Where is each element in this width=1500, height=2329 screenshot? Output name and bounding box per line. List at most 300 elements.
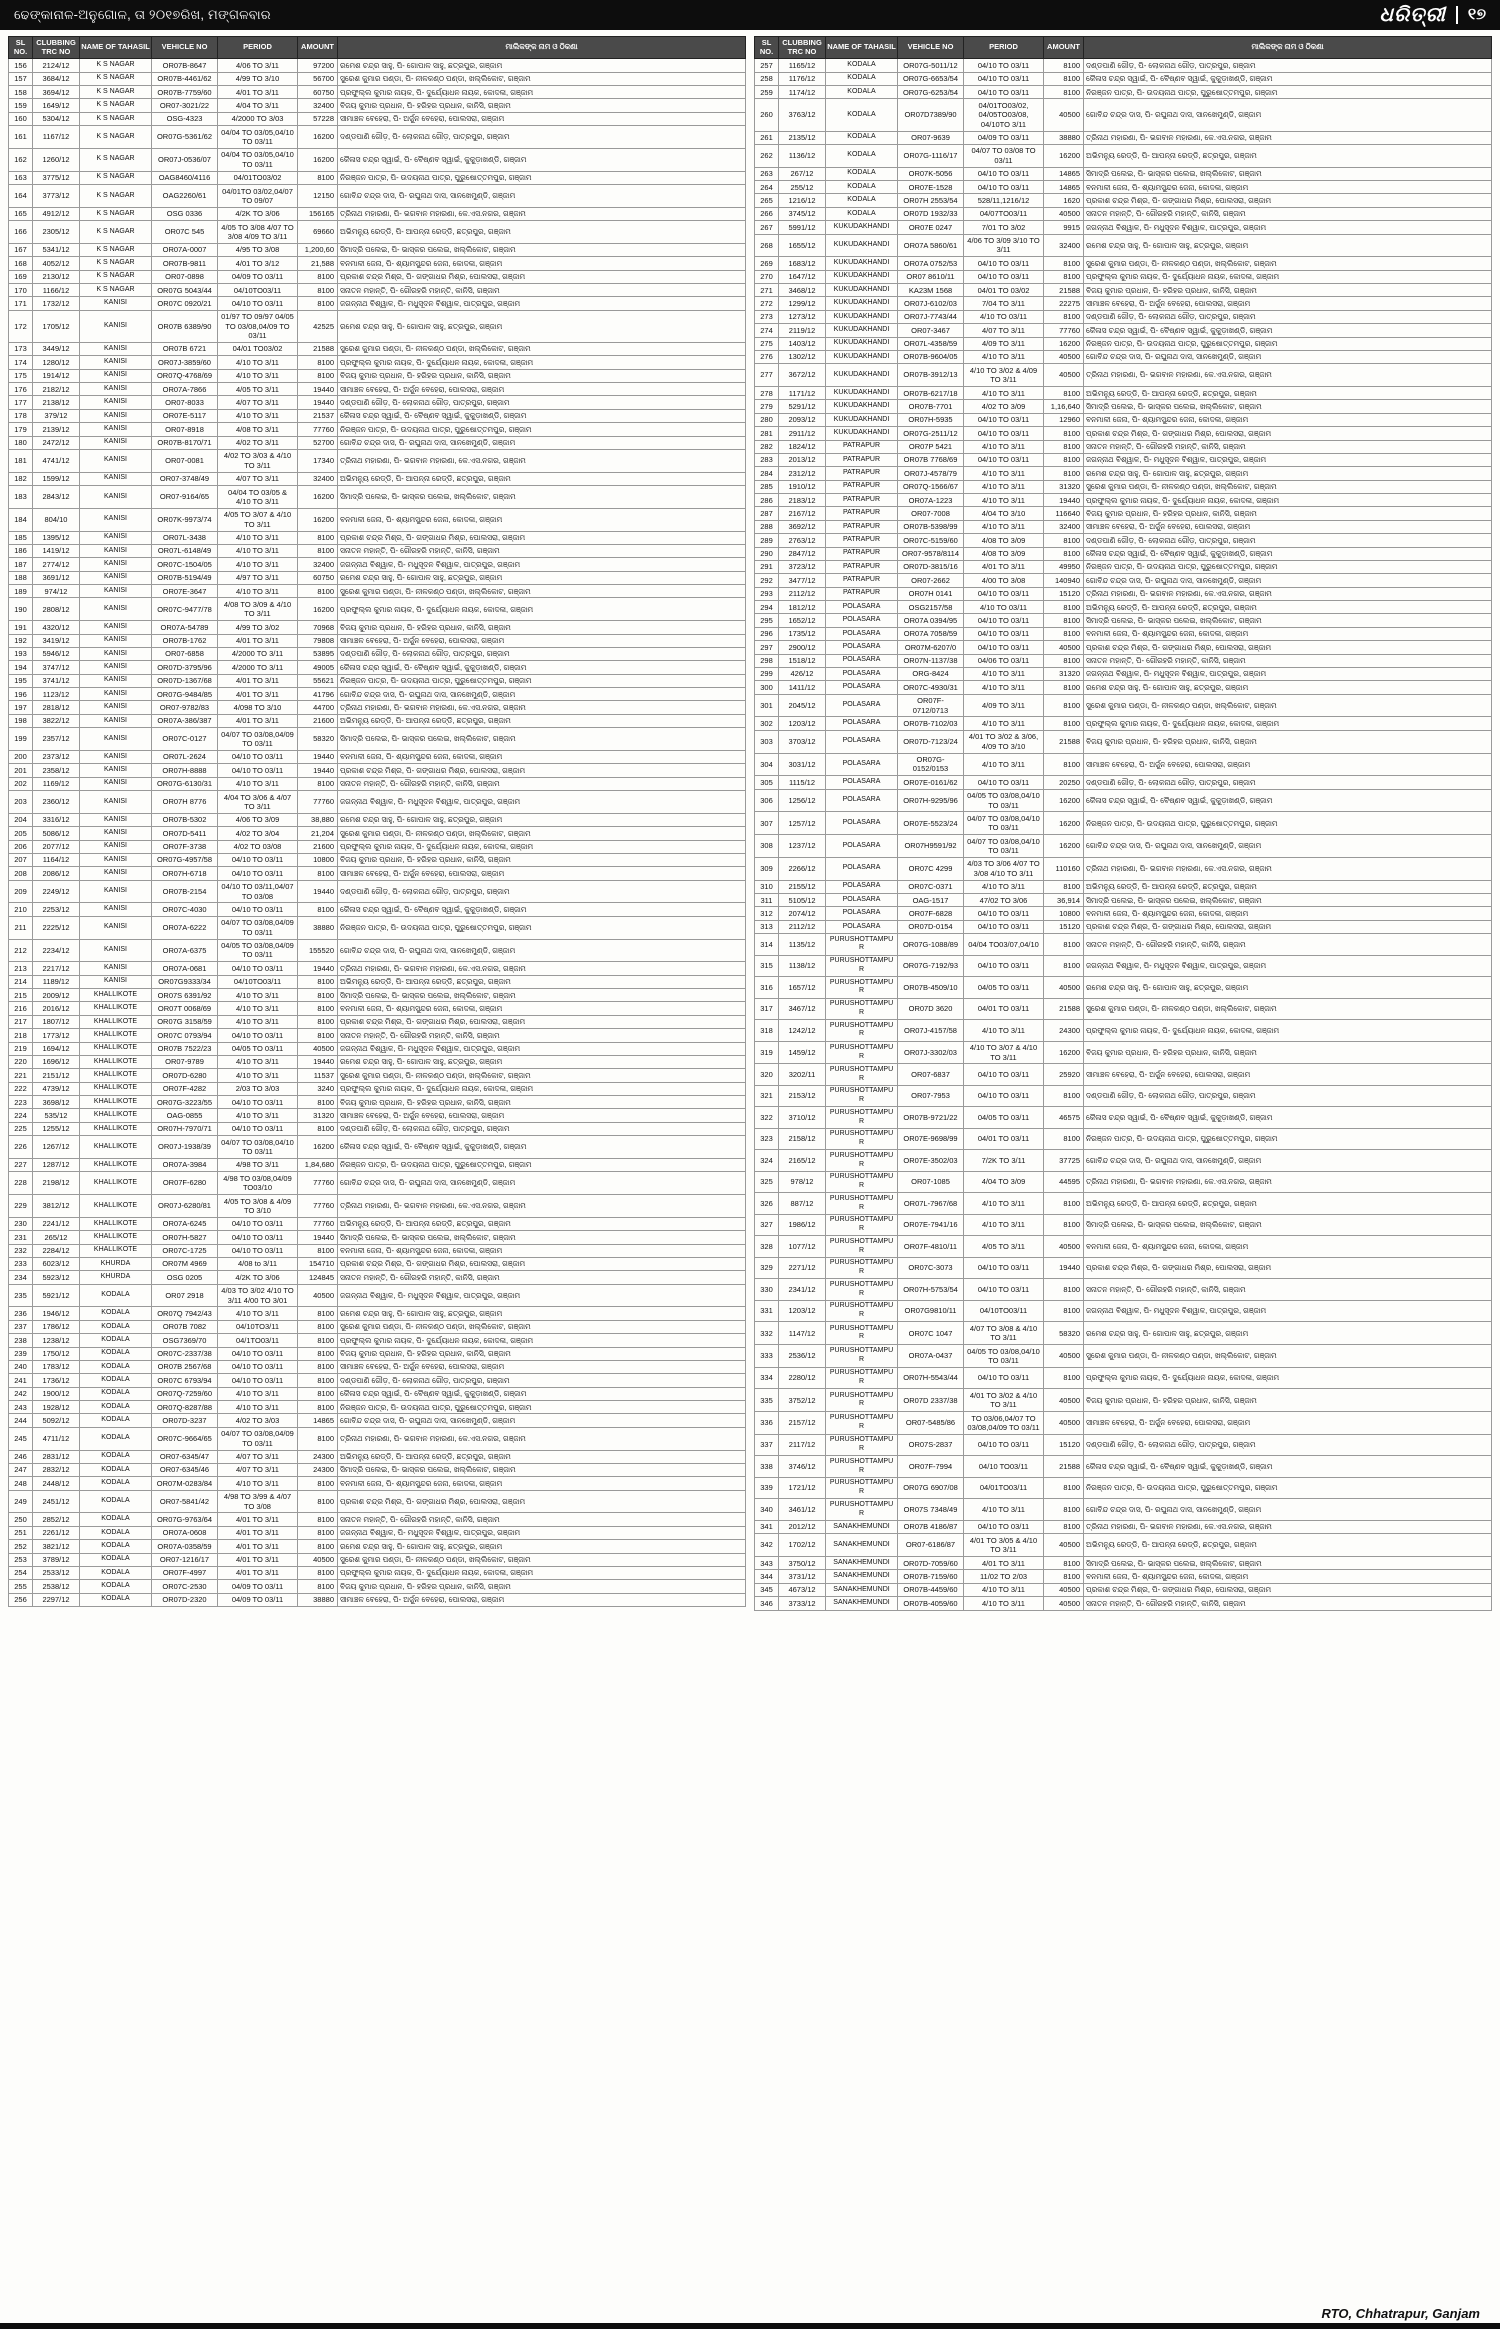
period-cell: 04/10 TO 03/11	[964, 181, 1044, 194]
table-row	[9, 1015, 746, 1028]
amount-cell: 8100	[1044, 1128, 1084, 1150]
vehicle-no-cell: OR07G 6907/08	[898, 1477, 964, 1499]
tahasil-cell: KANISI	[80, 764, 152, 777]
trc-no-cell: 3468/12	[779, 284, 826, 297]
tahasil-cell: PATRAPUR	[826, 467, 898, 480]
owner-address-cell: ରମେଶ ଚନ୍ଦ୍ର ସାହୁ, ପି- ଗୋପାଳ ସାହୁ, ଛତ୍ରପୁର, ଗଞ୍ଜାମ	[338, 1055, 746, 1068]
vehicle-no-cell: OR07B-7102/03	[898, 717, 964, 730]
sl-no-cell: 202	[9, 777, 33, 790]
vehicle-no-cell: OSG7369/70	[152, 1334, 218, 1347]
table-row	[755, 1534, 1492, 1557]
tahasil-cell: KHALLIKOTE	[80, 1055, 152, 1068]
vehicle-no-cell: OR07B-7159/60	[898, 1570, 964, 1583]
owner-address-cell: ସିମାଦ୍ରି ପଲେଇ, ପି- ଭାସ୍କର ପଲେଇ, ଖଲ୍ଲିକୋଟ, ଗଞ୍ଜାମ	[1084, 167, 1492, 180]
trc-no-cell: 1260/12	[33, 148, 80, 171]
table-row	[9, 1414, 746, 1427]
table-row	[9, 284, 746, 297]
sl-no-cell: 341	[755, 1520, 779, 1533]
owner-address-cell: ନିରଞ୍ଜନ ପାତ୍ର, ପି- ଉଦୟନାଥ ପାତ୍ର, ପୁରୁଷୋତ୍ତମପୁର, ଗଞ୍ଜାମ	[1084, 1477, 1492, 1499]
amount-cell: 8100	[298, 356, 338, 369]
sl-no-cell: 241	[9, 1374, 33, 1387]
period-cell: 4/10 TO 3/11	[964, 520, 1044, 533]
vehicle-no-cell: OR07F-4997	[152, 1566, 218, 1579]
sl-no-cell: 240	[9, 1360, 33, 1373]
vehicle-no-cell: OR07G-9484/85	[152, 688, 218, 701]
table-row	[9, 207, 746, 220]
sl-no-cell: 287	[755, 507, 779, 520]
vehicle-no-cell: OR07B-7759/60	[152, 86, 218, 99]
column-header: ମାଲିକଙ୍କ ନାମ ଓ ଠିକଣା	[1084, 37, 1492, 59]
vehicle-no-cell: OR07G-4957/58	[152, 853, 218, 866]
period-cell: 04/10 TO 03/11	[964, 167, 1044, 180]
vehicle-no-cell: OR07B-4459/60	[898, 1583, 964, 1596]
sl-no-cell: 168	[9, 257, 33, 270]
tahasil-cell: KANISI	[80, 962, 152, 975]
vehicle-no-cell: OR07C-4030	[152, 903, 218, 916]
trc-no-cell: 3763/12	[779, 99, 826, 131]
table-row	[9, 714, 746, 727]
amount-cell: 49950	[1044, 560, 1084, 573]
period-cell: 4/10 TO 3/11	[964, 1499, 1044, 1521]
owner-address-cell: କୈଳାସ ଚନ୍ଦ୍ର ସ୍ୱାଇଁ, ପି- ବୈଷ୍ଣବ ସ୍ୱାଇଁ, କୁକୁଡ଼ାଖଣ୍ଡି, ଗଞ୍ଜାମ	[338, 148, 746, 171]
tahasil-cell: KANISI	[80, 531, 152, 544]
amount-cell: 8100	[1044, 86, 1084, 99]
sl-no-cell: 224	[9, 1109, 33, 1122]
vehicle-no-cell: OR07J-6280/81	[152, 1195, 218, 1218]
tahasil-cell: SANAKHEMUNDI	[826, 1520, 898, 1533]
tahasil-cell: KODALA	[80, 1401, 152, 1414]
tahasil-cell: KHALLIKOTE	[80, 1244, 152, 1257]
period-cell: 4/10 TO 3/11	[964, 1020, 1044, 1042]
trc-no-cell: 1721/12	[779, 1477, 826, 1499]
trc-no-cell: 1176/12	[779, 72, 826, 85]
trc-no-cell: 1649/12	[33, 99, 80, 112]
owner-address-cell: ବନମାଳୀ ଜେନା, ପି- ଶ୍ୟାମସୁନ୍ଦର ଜେନା, କୋଦଳା, ଗଞ୍ଜାମ	[1084, 413, 1492, 426]
trc-no-cell: 974/12	[33, 585, 80, 598]
trc-no-cell: 3723/12	[779, 560, 826, 573]
sl-no-cell: 255	[9, 1580, 33, 1593]
vehicle-no-cell: OR07B-2154	[152, 880, 218, 903]
trc-no-cell: 4912/12	[33, 207, 80, 220]
vehicle-no-cell: OR07B-9811	[152, 257, 218, 270]
trc-no-cell: 2016/12	[33, 1002, 80, 1015]
vehicle-no-cell: OR07D-1367/68	[152, 674, 218, 687]
vehicle-no-cell: OR07Q-7259/60	[152, 1387, 218, 1400]
vehicle-no-cell: OR07S-2837	[898, 1434, 964, 1456]
table-row	[755, 880, 1492, 893]
vehicle-no-cell: OR07A-0007	[152, 243, 218, 256]
trc-no-cell: 2217/12	[33, 962, 80, 975]
amount-cell: 77760	[298, 1217, 338, 1230]
vehicle-no-cell: OR07G-5361/62	[152, 126, 218, 149]
trc-no-cell: 1812/12	[779, 601, 826, 614]
period-cell: 04/06 TO 03/11	[964, 654, 1044, 667]
sl-no-cell: 206	[9, 840, 33, 853]
owner-address-cell: ଗୋବିନ୍ଦ ଚନ୍ଦ୍ର ଦାସ, ପି- ରଘୁନାଥ ଦାସ, ସାନଖେମୁଣ୍ଡି, ଗଞ୍ଜାମ	[1084, 99, 1492, 131]
owner-address-cell: ସିମାଦ୍ରି ପଲେଇ, ପି- ଭାସ୍କର ପଲେଇ, ଖଲ୍ଲିକୋଟ, ଗଞ୍ଜାମ	[1084, 400, 1492, 413]
vehicle-no-cell: OR07-0898	[152, 270, 218, 283]
owner-address-cell: ଦଣ୍ଡପାଣି ଗୌଡ଼, ପି- ଲୋକନାଥ ଗୌଡ଼, ପାତ୍ରପୁର, ଗଞ୍ଜାମ	[1084, 59, 1492, 72]
sl-no-cell: 303	[755, 730, 779, 753]
amount-cell: 77760	[298, 1172, 338, 1195]
period-cell: 4/10 TO 3/11	[964, 350, 1044, 363]
table-row	[755, 1557, 1492, 1570]
sl-no-cell: 249	[9, 1490, 33, 1513]
sl-no-cell: 196	[9, 688, 33, 701]
amount-cell: 8100	[298, 1387, 338, 1400]
vehicle-no-cell: OR07-3021/22	[152, 99, 218, 112]
table-row	[755, 1499, 1492, 1521]
period-cell: 4/10 TO 03/11	[964, 601, 1044, 614]
sl-no-cell: 280	[755, 413, 779, 426]
table-row	[755, 920, 1492, 933]
amount-cell: 155520	[298, 939, 338, 962]
tahasil-cell: POLASARA	[826, 641, 898, 654]
period-cell: 4/10 TO 3/11	[218, 989, 298, 1002]
sl-no-cell: 288	[755, 520, 779, 533]
table-row	[9, 423, 746, 436]
tahasil-cell: KODALA	[80, 1450, 152, 1463]
trc-no-cell: 3461/12	[779, 1499, 826, 1521]
trc-no-cell: 2832/12	[33, 1463, 80, 1476]
sl-no-cell: 219	[9, 1042, 33, 1055]
vehicle-no-cell: OR07A 7058/59	[898, 627, 964, 640]
table-row	[9, 1490, 746, 1513]
tahasil-cell: POLASARA	[826, 812, 898, 835]
amount-cell: 15120	[1044, 587, 1084, 600]
period-cell: 04/01 TO 03/11	[964, 1128, 1044, 1150]
vehicle-no-cell: OR07B 6721	[152, 342, 218, 355]
period-cell: 04/10 TO 03/11	[218, 1029, 298, 1042]
trc-no-cell: 1419/12	[33, 544, 80, 557]
vehicle-no-cell: OR07-3467	[898, 324, 964, 337]
vehicle-no-cell: OR07B 7768/69	[898, 453, 964, 466]
tahasil-cell: KANISI	[80, 310, 152, 342]
tahasil-cell: KANISI	[80, 571, 152, 584]
sl-no-cell: 193	[9, 647, 33, 660]
period-cell: 7/04 TO 3/11	[964, 297, 1044, 310]
table-row	[9, 1334, 746, 1347]
vehicle-no-cell: OR07E-5117	[152, 409, 218, 422]
owner-address-cell: ଅଭିମନ୍ୟୁ ରେଡ୍ଡି, ପି- ଆପନ୍ନା ରେଡ୍ଡି, ଛତ୍ରପୁର, ଗଞ୍ଜାମ	[1084, 1193, 1492, 1215]
amount-cell: 16200	[298, 148, 338, 171]
tahasil-cell: KHALLIKOTE	[80, 1096, 152, 1109]
sl-no-cell: 158	[9, 86, 33, 99]
trc-no-cell: 1256/12	[779, 789, 826, 812]
vehicle-no-cell: OR07T 0068/69	[152, 1002, 218, 1015]
amount-cell: 16200	[1044, 789, 1084, 812]
amount-cell: 8100	[1044, 627, 1084, 640]
amount-cell: 8100	[1044, 1367, 1084, 1389]
table-row	[755, 1064, 1492, 1086]
table-row	[755, 257, 1492, 270]
table-row	[9, 1244, 746, 1257]
sl-no-cell: 295	[755, 614, 779, 627]
amount-cell: 8100	[298, 1401, 338, 1414]
period-cell: 4/06 TO 3/09 3/10 TO 3/11	[964, 234, 1044, 257]
amount-cell: 40500	[1044, 364, 1084, 387]
amount-cell: 40500	[1044, 1534, 1084, 1557]
tahasil-cell: K S NAGAR	[80, 257, 152, 270]
tahasil-cell: PURUSHOTTAMPUR	[826, 977, 898, 999]
owner-address-cell: ଅଭିମନ୍ୟୁ ରେଡ୍ଡି, ପି- ଆପନ୍ନା ରେଡ୍ଡି, ଛତ୍ରପୁର, ଗଞ୍ଜାମ	[1084, 387, 1492, 400]
owner-address-cell: ସୀମାଞ୍ଚଳ ବେହେରା, ପି- ଅର୍ଜୁନ ବେହେରା, ପୋଲସରା, ଗଞ୍ଜାମ	[338, 112, 746, 125]
tahasil-cell: KHURDA	[80, 1271, 152, 1284]
sl-no-cell: 182	[9, 472, 33, 485]
amount-cell: 8100	[298, 1029, 338, 1042]
trc-no-cell: 2130/12	[33, 270, 80, 283]
tahasil-cell: PURUSHOTTAMPUR	[826, 1300, 898, 1322]
tahasil-cell: KHURDA	[80, 1257, 152, 1270]
trc-no-cell: 1135/12	[779, 934, 826, 956]
vehicle-no-cell: OR07M-0283/84	[152, 1477, 218, 1490]
tahasil-cell: KHALLIKOTE	[80, 1122, 152, 1135]
period-cell: 7/01 TO 3/02	[964, 221, 1044, 234]
trc-no-cell: 3467/12	[779, 998, 826, 1020]
period-cell: 04/10TO03/11	[218, 975, 298, 988]
trc-no-cell: 2183/12	[779, 494, 826, 507]
vehicle-no-cell: OR07-1085	[898, 1171, 964, 1193]
period-cell: 04/10 TO 03/11	[964, 1064, 1044, 1086]
tahasil-cell: KUKUDAKHANDI	[826, 400, 898, 413]
period-cell: 04/01TO03/02	[218, 171, 298, 184]
period-cell: 04/09 TO 03/11	[218, 1593, 298, 1606]
table-row	[9, 1580, 746, 1593]
amount-cell: 8100	[1044, 534, 1084, 547]
vehicle-no-cell: OR07E-1528	[898, 181, 964, 194]
tahasil-cell: PATRAPUR	[826, 560, 898, 573]
trc-no-cell: 2151/12	[33, 1069, 80, 1082]
tahasil-cell: KODALA	[80, 1463, 152, 1476]
table-row	[9, 531, 746, 544]
sl-no-cell: 234	[9, 1271, 33, 1284]
vehicle-no-cell: OR07C-0371	[898, 880, 964, 893]
amount-cell: 32400	[1044, 234, 1084, 257]
tahasil-cell: KANISI	[80, 472, 152, 485]
tahasil-cell: PURUSHOTTAMPUR	[826, 934, 898, 956]
tahasil-cell: KODALA	[80, 1593, 152, 1606]
amount-cell: 40500	[1044, 1389, 1084, 1412]
vehicle-no-cell: OR07G-3223/55	[152, 1096, 218, 1109]
table-row	[755, 1300, 1492, 1322]
owner-address-cell: ଜଗନ୍ନାଥ ବିଶ୍ୱାଳ, ପି- ମଧୁସୂଦନ ବିଶ୍ୱାଳ, ପାତ୍ରପୁର, ଗଞ୍ଜାମ	[1084, 955, 1492, 977]
owner-address-cell: ବିଜୟ କୁମାର ପ୍ରଧାନ, ପି- ହରିହର ପ୍ରଧାନ, କାନିସି, ଗଞ୍ଜାମ	[1084, 284, 1492, 297]
amount-cell: 16200	[1044, 337, 1084, 350]
table-row	[755, 560, 1492, 573]
owner-address-cell: ସୁରେଶ କୁମାର ପଣ୍ଡା, ପି- ନୀଳକଣ୍ଠ ପଣ୍ଡା, ଖଲ୍ଲିକୋଟ, ଗଞ୍ଜାମ	[1084, 998, 1492, 1020]
period-cell: 04/01TO03/02, 04/05TO03/08, 04/10TO 3/11	[964, 99, 1044, 131]
owner-address-cell: ତ୍ରିନାଥ ମହାରଣା, ପି- ଭଗବାନ ମହାରଣା, କେ.ଏସ.ନଗର, ଗଞ୍ଜାମ	[338, 1195, 746, 1218]
amount-cell: 21588	[1044, 284, 1084, 297]
table-row	[9, 1463, 746, 1476]
sl-no-cell: 230	[9, 1217, 33, 1230]
owner-address-cell: କୈଳାସ ଚନ୍ଦ୍ର ସ୍ୱାଇଁ, ପି- ବୈଷ୍ଣବ ସ୍ୱାଇଁ, କୁକୁଡ଼ାଖଣ୍ଡି, ଗଞ୍ଜାମ	[1084, 547, 1492, 560]
trc-no-cell: 1167/12	[33, 126, 80, 149]
amount-cell: 38880	[298, 1593, 338, 1606]
table-row	[9, 72, 746, 85]
tahasil-cell: KODALA	[80, 1490, 152, 1513]
sl-no-cell: 207	[9, 853, 33, 866]
tahasil-cell: PURUSHOTTAMPUR	[826, 1128, 898, 1150]
owner-address-cell: ନିରଞ୍ଜନ ପାତ୍ର, ପି- ଉଦୟନାଥ ପାତ୍ର, ପୁରୁଷୋତ୍ତମପୁର, ଗଞ୍ଜାମ	[1084, 812, 1492, 835]
owner-address-cell: ଗୋବିନ୍ଦ ଚନ୍ଦ୍ର ଦାସ, ପି- ରଘୁନାଥ ଦାସ, ସାନଖେମୁଣ୍ଡି, ଗଞ୍ଜାମ	[1084, 1499, 1492, 1521]
owner-address-cell: ପ୍ରକାଶ ଚନ୍ଦ୍ର ମିଶ୍ର, ପି- ଗଙ୍ଗାଧର ମିଶ୍ର, ପୋଲସରା, ଗଞ୍ଜାମ	[338, 270, 746, 283]
trc-no-cell: 1732/12	[33, 297, 80, 310]
sl-no-cell: 284	[755, 467, 779, 480]
table-row	[9, 840, 746, 853]
sl-no-cell: 316	[755, 977, 779, 999]
owner-address-cell: ପ୍ରକାଶ ଚନ୍ଦ୍ର ମିଶ୍ର, ପି- ଗଙ୍ଗାଧର ମିଶ୍ର, ପୋଲସରା, ଗଞ୍ଜାମ	[338, 531, 746, 544]
period-cell: 4/01 TO 3/11	[218, 714, 298, 727]
vehicle-no-cell: OR07K-5056	[898, 167, 964, 180]
tahasil-cell: KANISI	[80, 903, 152, 916]
owner-address-cell: ଦଣ୍ଡପାଣି ଗୌଡ଼, ପି- ଲୋକନାଥ ଗୌଡ଼, ପାତ୍ରପୁର, ଗଞ୍ଜାମ	[338, 1374, 746, 1387]
owner-address-cell: ତ୍ରିନାଥ ମହାରଣା, ପି- ଭଗବାନ ମହାରଣା, କେ.ଏସ.ନଗର, ଗଞ୍ଜାମ	[1084, 857, 1492, 880]
vehicle-no-cell: OR07B 7522/23	[152, 1042, 218, 1055]
sl-no-cell: 175	[9, 369, 33, 382]
sl-no-cell: 335	[755, 1389, 779, 1412]
trc-no-cell: 1395/12	[33, 531, 80, 544]
vehicle-no-cell: OR07B 7082	[152, 1320, 218, 1333]
tahasil-cell: PATRAPUR	[826, 440, 898, 453]
period-cell: 04/10 TO 03/11	[218, 962, 298, 975]
vehicle-no-cell: OR07D-6280	[152, 1069, 218, 1082]
trc-no-cell: 2312/12	[779, 467, 826, 480]
vehicle-no-cell: OR07J-1938/39	[152, 1136, 218, 1159]
owner-address-cell: ବିଜୟ କୁମାର ପ୍ରଧାନ, ପି- ହରିହର ପ୍ରଧାନ, କାନିସି, ଗଞ୍ଜାମ	[338, 369, 746, 382]
amount-cell: 8100	[1044, 614, 1084, 627]
sl-no-cell: 262	[755, 144, 779, 167]
sl-no-cell: 323	[755, 1128, 779, 1150]
period-cell: 04/10 TO03/11	[964, 1456, 1044, 1478]
owner-address-cell: ସୀମାଞ୍ଚଳ ବେହେରା, ପି- ଅର୍ଜୁନ ବେହେରା, ପୋଲସରା, ଗଞ୍ଜାମ	[338, 867, 746, 880]
tahasil-cell: PURUSHOTTAMPUR	[826, 1367, 898, 1389]
owner-address-cell: ରମେଶ ଚନ୍ଦ୍ର ସାହୁ, ପି- ଗୋପାଳ ସାହୁ, ଛତ୍ରପୁର, ଗଞ୍ଜାମ	[338, 1307, 746, 1320]
table-row	[755, 681, 1492, 694]
sl-no-cell: 208	[9, 867, 33, 880]
period-cell: 04/10 TO 03/11	[964, 270, 1044, 283]
period-cell: 4/2K TO 3/06	[218, 207, 298, 220]
period-cell: 4/05 TO 3/11	[964, 1236, 1044, 1258]
table-row	[9, 1082, 746, 1095]
sl-no-cell: 213	[9, 962, 33, 975]
sl-no-cell: 226	[9, 1136, 33, 1159]
vehicle-no-cell: OR07B-4509/10	[898, 977, 964, 999]
amount-cell: 21588	[1044, 998, 1084, 1020]
vehicle-no-cell: OR07E-9698/99	[898, 1128, 964, 1150]
trc-no-cell: 1694/12	[33, 1042, 80, 1055]
period-cell: 4/03 TO 3/02 4/10 TO 3/11 4/00 TO 3/01	[218, 1284, 298, 1307]
owner-address-cell: ତ୍ରିନାଥ ମହାରଣା, ପି- ଭଗବାନ ମହାରଣା, କେ.ଏସ.ନଗର, ଗଞ୍ଜାମ	[338, 962, 746, 975]
owner-address-cell: ରମେଶ ଚନ୍ଦ୍ର ସାହୁ, ପି- ଗୋପାଳ ସାହୁ, ଛତ୍ରପୁର, ଗଞ୍ଜାମ	[1084, 977, 1492, 999]
trc-no-cell: 2448/12	[33, 1477, 80, 1490]
sl-no-cell: 173	[9, 342, 33, 355]
vehicle-no-cell: OR07D7389/90	[898, 99, 964, 131]
sl-no-cell: 183	[9, 486, 33, 509]
tahasil-cell: KANISI	[80, 777, 152, 790]
trc-no-cell: 2074/12	[779, 907, 826, 920]
table-row	[9, 813, 746, 826]
owner-address-cell: ରମେଶ ଚନ୍ଦ୍ର ସାହୁ, ପି- ଗୋପାଳ ସାହୁ, ଛତ୍ରପୁର, ଗଞ୍ଜାମ	[338, 310, 746, 342]
table-row	[9, 1566, 746, 1579]
period-cell: 4/04 TO 3/11	[218, 99, 298, 112]
owner-address-cell: ଅଭିମନ୍ୟୁ ରେଡ୍ଡି, ପି- ଆପନ୍ନା ରେଡ୍ଡି, ଛତ୍ରପୁର, ଗଞ୍ଜାମ	[1084, 601, 1492, 614]
sl-no-cell: 263	[755, 167, 779, 180]
period-cell: 4/07 TO 3/11	[218, 1463, 298, 1476]
owner-address-cell: ଦଣ୍ଡପାଣି ଗୌଡ଼, ପି- ଲୋକନାଥ ଗୌଡ଼, ପାତ୍ରପୁର, ଗଞ୍ଜାମ	[1084, 1085, 1492, 1107]
owner-address-cell: ଅଭିମନ୍ୟୁ ରେଡ୍ଡି, ପି- ଆପନ୍ନା ରେଡ୍ଡି, ଛତ୍ରପୁର, ଗଞ୍ଜାମ	[338, 714, 746, 727]
table-row	[755, 1477, 1492, 1499]
table-row	[9, 558, 746, 571]
owner-address-cell: ଅଭିମନ୍ୟୁ ରେଡ୍ଡି, ପି- ଆପନ୍ନା ରେଡ୍ଡି, ଛତ୍ରପୁର, ଗଞ୍ଜାମ	[338, 1450, 746, 1463]
vehicle-no-cell: OR07J-3302/03	[898, 1041, 964, 1064]
trc-no-cell: 2808/12	[33, 598, 80, 621]
sl-no-cell: 200	[9, 750, 33, 763]
vehicle-no-cell: OR07Q 7942/43	[152, 1307, 218, 1320]
column-header: PERIOD	[964, 37, 1044, 59]
sl-no-cell: 337	[755, 1434, 779, 1456]
amount-cell: 110160	[1044, 857, 1084, 880]
amount-cell: 16200	[1044, 144, 1084, 167]
tahasil-cell: KANISI	[80, 750, 152, 763]
tahasil-cell: KHALLIKOTE	[80, 1029, 152, 1042]
owner-address-cell: ସନାତନ ମହାନ୍ତି, ପି- ଗୌରହରି ମହାନ୍ତି, କାନିସି, ଗଞ୍ଜାମ	[338, 1513, 746, 1526]
vehicle-no-cell: OR07B-8647	[152, 59, 218, 72]
amount-cell: 8100	[1044, 72, 1084, 85]
owner-address-cell: ଅଭିମନ୍ୟୁ ରେଡ୍ଡି, ପି- ଆପନ୍ନା ରେଡ୍ଡି, ଛତ୍ରପୁର, ଗଞ୍ଜାମ	[1084, 144, 1492, 167]
vehicle-no-cell: OR07-6345/46	[152, 1463, 218, 1476]
sl-no-cell: 172	[9, 310, 33, 342]
amount-cell: 38,880	[298, 813, 338, 826]
table-row	[9, 634, 746, 647]
vehicle-no-cell: OR07M-6207/0	[898, 641, 964, 654]
sl-no-cell: 342	[755, 1534, 779, 1557]
owner-address-cell: ଅଭିମନ୍ୟୁ ରେଡ୍ଡି, ପି- ଆପନ୍ନା ରେଡ୍ଡି, ଛତ୍ରପୁର, ଗଞ୍ଜାମ	[1084, 880, 1492, 893]
sl-no-cell: 157	[9, 72, 33, 85]
tahasil-cell: K S NAGAR	[80, 207, 152, 220]
trc-no-cell: 2234/12	[33, 939, 80, 962]
sl-no-cell: 215	[9, 989, 33, 1002]
table-row	[755, 1020, 1492, 1042]
table-row	[755, 270, 1492, 283]
tahasil-cell: KUKUDAKHANDI	[826, 337, 898, 350]
tahasil-cell: KHALLIKOTE	[80, 1136, 152, 1159]
amount-cell: 16200	[1044, 835, 1084, 858]
trc-no-cell: 5105/12	[779, 894, 826, 907]
tahasil-cell: PURUSHOTTAMPUR	[826, 1257, 898, 1279]
period-cell: 04/10 TO 03/11	[964, 257, 1044, 270]
sl-no-cell: 282	[755, 440, 779, 453]
vehicle-no-cell: OR07G-9763/64	[152, 1513, 218, 1526]
table-row	[9, 880, 746, 903]
amount-cell: 77760	[298, 791, 338, 814]
sl-no-cell: 156	[9, 59, 33, 72]
period-cell: 04/10 TO 03/11	[964, 641, 1044, 654]
tahasil-cell: KODALA	[826, 99, 898, 131]
vehicle-no-cell: OR07F-7994	[898, 1456, 964, 1478]
table-row	[9, 86, 746, 99]
table-row	[9, 1002, 746, 1015]
tahasil-cell: PURUSHOTTAMPUR	[826, 1171, 898, 1193]
period-cell: 04/10TO03/11	[964, 1300, 1044, 1322]
owner-address-cell: ପ୍ରଫୁଲ୍ଲ କୁମାର ନାୟକ, ପି- ଦୁର୍ଯ୍ୟୋଧନ ନାୟକ, କୋଦଳା, ଗଞ୍ଜାମ	[1084, 717, 1492, 730]
column-header: PERIOD	[218, 37, 298, 59]
vehicle-no-cell: OR07C-3073	[898, 1257, 964, 1279]
tahasil-cell: KANISI	[80, 409, 152, 422]
table-row	[9, 342, 746, 355]
vehicle-no-cell: OR07-5841/42	[152, 1490, 218, 1513]
owner-address-cell: ଜଗନ୍ନାଥ ବିଶ୍ୱାଳ, ପି- ମଧୁସୂଦନ ବିଶ୍ୱାଳ, ପାତ୍ରପୁର, ଗଞ୍ଜାମ	[338, 1526, 746, 1539]
